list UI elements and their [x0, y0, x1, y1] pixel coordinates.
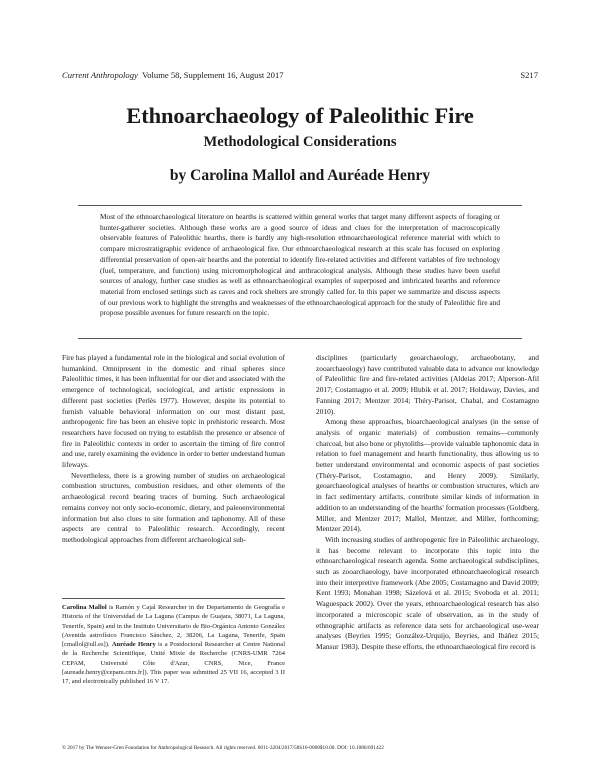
author2-name: Auréade Henry: [111, 641, 156, 649]
body-paragraph: disciplines (particularly geoarchaeology, archaeobotany, and zooarchaeology) have contributed valuable data to advance our knowledge of Paleolithic fire and fire-related activities (Aldeias 2017; Alperson-Afil 2017; Costamagno et al. 2009; Hlubik et al. 2017; Holdaway, Davies, and Fanning 2017; Mentzer 2014; Théry-Parisot, Chabal, and Costamagno 2010).: [316, 353, 539, 416]
body-paragraph: With increasing studies of anthropogenic fire in Paleolithic archaeology, it has become relevant to incorporate this topic into the ethnoarchaeological research agenda. Some archaeological subdisciplines, such as zooarchaeology, have incorporated ethnoarchaeological research into their interpretive framework (Abe 2005; Costamagno and David 2009; Kent 1993; Monahan 1998; Sázelová et al. 2015; Svoboda et al. 2011; Waguespack 2002). Over the years, ethnoarchaeological research has also incorporated a microscopic scale of observation, as in the study of ethnographic artifacts as reference data sets for archaeological use-wear analyses (Beyries 1995; González-Urquijo, Beyries, and Ibáñez 2015; Mansur 1983). Despite these efforts, the ethnoarchaeological fire record is: [316, 534, 539, 651]
volume-info: Volume 58, Supplement 16, August 2017: [142, 70, 284, 80]
page-number: S217: [520, 70, 538, 80]
footnote-rule: [62, 598, 285, 599]
body-paragraph: Among these approaches, bioarchaeological analyses (in the sense of analysis of organic materials) of combustion remains—commonly charcoal, but also bone or phytoliths—provide valuable taphonomic data in relation to fuel management and hearth functionality, thus allowing us to better understand environmental and economic aspects of past societies (Théry-Parisot, Costamagno, and Henry 2009). Similarly, geoarchaeological analyses of hearths or combustion structures, which are in fact sedimentary artifacts, contribute similar kinds of information in addition to an understanding of the hearths' formation processes (Goldberg, Miller, and Mentzer 2017; Mallol, Mentzer, and Miller, forthcoming; Mentzer 2014).: [316, 417, 539, 534]
body-column-right: [316, 353, 539, 653]
article-title: Ethnoarchaeology of Paleolithic Fire: [126, 103, 474, 128]
author1-name: Carolina Mallol: [62, 604, 107, 611]
author2-affiliation: is a Postdoctoral Researcher at Centre National de la Recherche Scientifique, Unité Mixte de Recherche (CNRS-UMR 7264 CEPAM, Université Côte d'Azur, CNRS, Nice, France [aureade.henry@cepam.cnrs.fr]). This paper was submitted 25 VII 16, accepted 3 II 17, and electronically published 16 V 17.: [62, 641, 285, 686]
author1-affiliation: is Ramón y Cajal Researcher in the Departamento de Geografía e Historia of the Universidad de La Laguna (Campus de Guajara, 38071, La Laguna, Tenerife, Spain) and in the Instituto Universitario de Bio-Orgánica Antonio González (Avenida astrofísico Francisco Sánchez, 2, 38206, La Laguna, Tenerife, Spain [cmallol@ull.es]).: [62, 604, 286, 649]
abstract: Most of the ethnoarchaeological literature on hearths is scattered within general works that target many different aspects of foraging or hunter-gatherer societies. Although these works are a good source of ideas and clues for the interpretation of macroscopically observable features of Paleolithic hearths, there is hardly any high-resolution ethnoarchaeological reference material with which to compare microstratigraphic evidence of archaeological fire. Our ethnoarchaeological research at this scale has focused on exploring differential preservation of open-air hearths and the potential to identify fire-related activities and different variables of fire technology (fuel, temperature, and function) using micromorphological and anthracological analysis. Although these studies have been useful sources of analogy, further case studies as well as ethnoarchaeological examples of superposed and imbricated hearths and reference material from enclosed settings such as caves and rock shelters are strongly called for. In this paper we summarize and discuss aspects of our previous work to highlight the strengths and weaknesses of the ethnoarchaeological approach for the study of Paleolithic fire and propose possible avenues for future research on the topic.: [100, 212, 500, 318]
author-footnote: [62, 603, 285, 687]
abstract-bottom-rule: [78, 338, 522, 339]
body-column-left: [62, 353, 285, 546]
copyright-line: © 2017 by The Wenner-Gren Foundation for Anthropological Research. All rights reserved. 0011-3204/2017/58S16-0008$10.00. DOI: 10.1086/691422: [62, 745, 384, 751]
body-paragraph: Fire has played a fundamental role in the biological and social evolution of humankind. Omnipresent in the domestic and ritual spheres since Paleolithic times, it has been influential for our diet and associated with the emergence of technological, sociological, and artistic expressions in different past societies (Perlès 1977). However, despite its potential to furnish valuable behavioral information on our most distant past, anthropogenic fire has been an elusive topic in prehistoric research. Most researchers have focused on trying to establish the presence or absence of fire in Paleolithic contexts in order to ascertain the timing of fire control and use, rarely examining the evidence in order to better understand human lifeways.: [62, 353, 285, 470]
body-paragraph: Nevertheless, there is a growing number of studies on archaeological combustion structures, combustion residues, and other elements of the archaeological record bearing traces of burning. Such archaeological remains convey not only socio-economic, dietary, and paleoenvironmental information but also clues to site formation and taphonomy. All of these aspects are central to Paleolithic research. Accordingly, recent methodological approaches from different archaeological sub-: [62, 470, 285, 544]
article-subtitle: Methodological Considerations: [203, 134, 397, 150]
article-authors: by Carolina Mallol and Auréade Henry: [169, 167, 431, 184]
abstract-top-rule: [78, 205, 522, 206]
journal-citation: [62, 70, 284, 80]
journal-name: Current Anthropology: [62, 70, 138, 80]
running-header: [62, 70, 538, 84]
